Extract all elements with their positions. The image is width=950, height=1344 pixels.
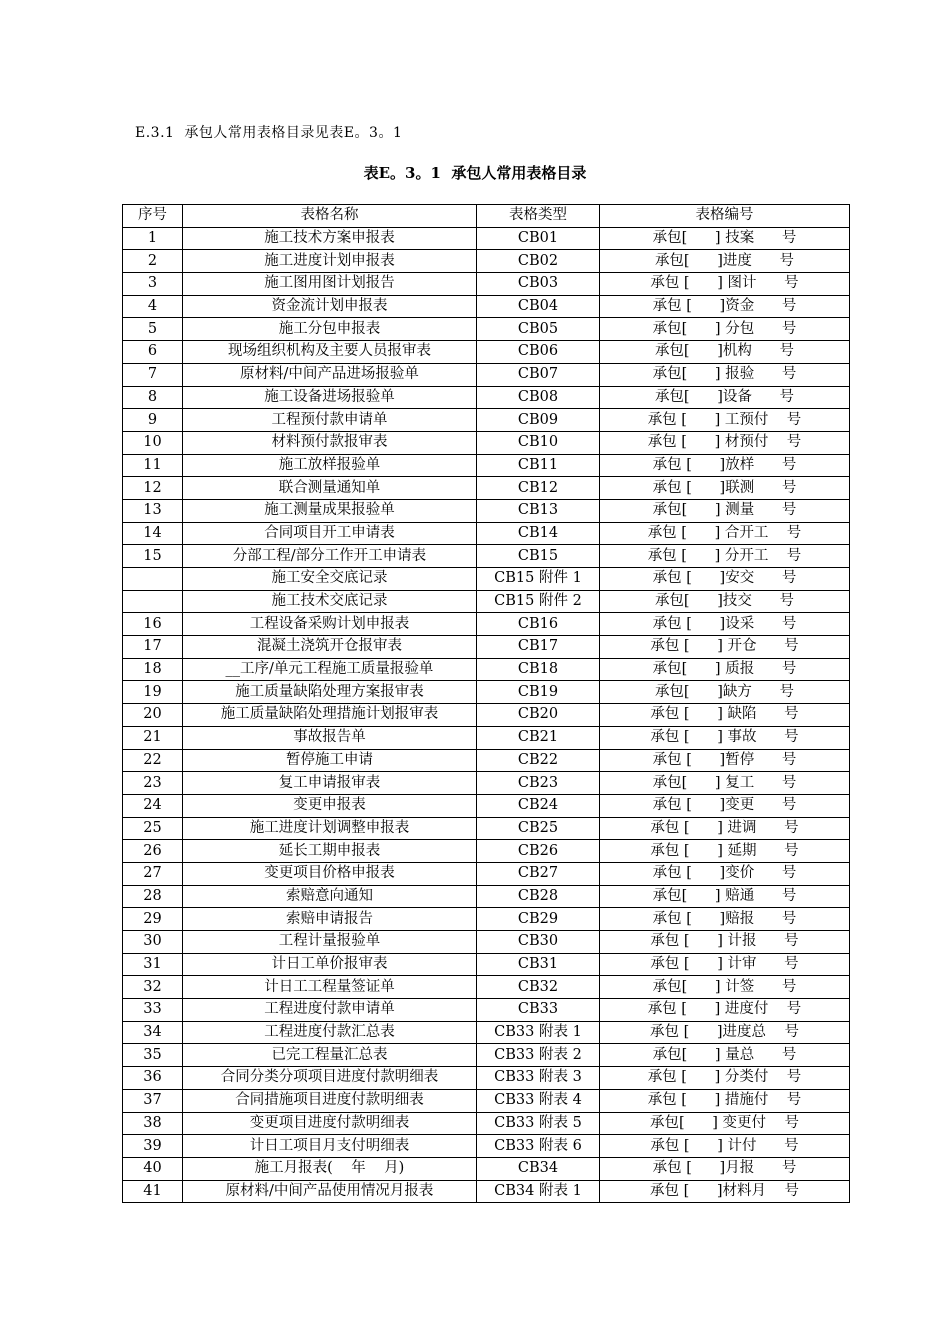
row-form-name: 施工技术交底记录 — [183, 590, 477, 613]
table-row — [123, 386, 850, 409]
table-row — [123, 704, 850, 727]
row-form-name: 变更项目进度付款明细表 — [183, 1112, 477, 1135]
row-index: 4 — [123, 295, 183, 318]
table-row — [123, 477, 850, 500]
table-row — [123, 794, 850, 817]
row-index — [123, 590, 183, 613]
header-form-code: 表格编号 — [600, 205, 850, 228]
table-row — [123, 1021, 850, 1044]
row-form-code: 承包[ ] 技案 号 — [600, 227, 850, 250]
row-form-code: 承包 [ ]联测 号 — [600, 477, 850, 500]
row-form-code: 承包[ ]进度 号 — [600, 250, 850, 273]
row-form-type: CB33 附表 6 — [477, 1135, 600, 1158]
row-form-name: 已完工程量汇总表 — [183, 1044, 477, 1067]
row-form-name: 施工质量缺陷处理方案报审表 — [183, 681, 477, 704]
row-form-code: 承包[ ] 质报 号 — [600, 658, 850, 681]
table-row — [123, 681, 850, 704]
table-row — [123, 227, 850, 250]
row-form-name: 分部工程/部分工作开工申请表 — [183, 545, 477, 568]
row-form-type: CB32 — [477, 976, 600, 999]
row-form-name: 施工放样报验单 — [183, 454, 477, 477]
row-form-code: 承包 [ ] 分开工 号 — [600, 545, 850, 568]
table-row — [123, 1180, 850, 1203]
row-form-name: 合同分类分项项目进度付款明细表 — [183, 1067, 477, 1090]
row-index: 37 — [123, 1089, 183, 1112]
row-form-type: CB23 — [477, 772, 600, 795]
row-form-name: 施工安全交底记录 — [183, 568, 477, 591]
table-row — [123, 976, 850, 999]
row-index: 27 — [123, 862, 183, 885]
row-form-code: 承包 [ ]设采 号 — [600, 613, 850, 636]
table-row — [123, 658, 850, 681]
row-form-name: 施工图用图计划报告 — [183, 273, 477, 296]
row-form-name: 工程计量报验单 — [183, 931, 477, 954]
row-index: 39 — [123, 1135, 183, 1158]
table-row — [123, 1089, 850, 1112]
row-form-type: CB22 — [477, 749, 600, 772]
row-form-type: CB14 — [477, 522, 600, 545]
row-index: 19 — [123, 681, 183, 704]
table-row — [123, 1044, 850, 1067]
row-index: 8 — [123, 386, 183, 409]
row-index: 1 — [123, 227, 183, 250]
row-form-name: 变更项目价格申报表 — [183, 862, 477, 885]
row-form-name: 原材料/中间产品进场报验单 — [183, 363, 477, 386]
row-form-type: CB04 — [477, 295, 600, 318]
row-form-type: CB07 — [477, 363, 600, 386]
row-form-type: CB12 — [477, 477, 600, 500]
row-form-name: 工程进度付款申请单 — [183, 999, 477, 1022]
row-index: 40 — [123, 1157, 183, 1180]
row-form-name: 计日工工程量签证单 — [183, 976, 477, 999]
row-index: 10 — [123, 431, 183, 454]
row-index: 33 — [123, 999, 183, 1022]
header-index: 序号 — [123, 205, 183, 228]
row-index: 21 — [123, 726, 183, 749]
row-form-name: 工程进度付款汇总表 — [183, 1021, 477, 1044]
table-row — [123, 273, 850, 296]
row-form-code: 承包 [ ] 进度付 号 — [600, 999, 850, 1022]
row-index: 28 — [123, 885, 183, 908]
forms-catalog-table — [122, 204, 850, 1203]
table-row — [123, 250, 850, 273]
table-row — [123, 613, 850, 636]
row-form-type: CB05 — [477, 318, 600, 341]
row-form-name: 索赔意向通知 — [183, 885, 477, 908]
row-form-type: CB33 附表 1 — [477, 1021, 600, 1044]
row-form-code: 承包[ ] 变更付 号 — [600, 1112, 850, 1135]
row-index: 3 — [123, 273, 183, 296]
table-row — [123, 522, 850, 545]
row-form-code: 承包 [ ] 计审 号 — [600, 953, 850, 976]
row-form-type: CB15 附件 1 — [477, 568, 600, 591]
row-index: 22 — [123, 749, 183, 772]
table-row — [123, 545, 850, 568]
row-index: 9 — [123, 409, 183, 432]
row-form-name: 工程设备采购计划申报表 — [183, 613, 477, 636]
table-row — [123, 431, 850, 454]
row-form-name: 施工进度计划申报表 — [183, 250, 477, 273]
row-index: 14 — [123, 522, 183, 545]
row-index: 23 — [123, 772, 183, 795]
row-form-name: 原材料/中间产品使用情况月报表 — [183, 1180, 477, 1203]
row-form-name: 索赔申请报告 — [183, 908, 477, 931]
row-form-name: 资金流计划申报表 — [183, 295, 477, 318]
row-form-type: CB29 — [477, 908, 600, 931]
row-form-type: CB19 — [477, 681, 600, 704]
row-form-type: CB06 — [477, 341, 600, 364]
row-form-name: 联合测量通知单 — [183, 477, 477, 500]
table-row — [123, 749, 850, 772]
row-form-code: 承包[ ]技交 号 — [600, 590, 850, 613]
row-form-name: 材料预付款报审表 — [183, 431, 477, 454]
row-form-name: 暂停施工申请 — [183, 749, 477, 772]
row-form-name: 施工设备进场报验单 — [183, 386, 477, 409]
table-row — [123, 363, 850, 386]
row-form-type: CB09 — [477, 409, 600, 432]
row-form-type: CB33 附表 5 — [477, 1112, 600, 1135]
row-form-type: CB26 — [477, 840, 600, 863]
header-form-type: 表格类型 — [477, 205, 600, 228]
table-row — [123, 636, 850, 659]
row-form-code: 承包 [ ] 措施付 号 — [600, 1089, 850, 1112]
section-intro: E.3.1 承包人常用表格目录见表E。3。1 — [135, 125, 403, 141]
row-form-code: 承包 [ ] 工预付 号 — [600, 409, 850, 432]
row-form-type: CB15 — [477, 545, 600, 568]
row-form-type: CB25 — [477, 817, 600, 840]
row-form-code: 承包 [ ] 分类付 号 — [600, 1067, 850, 1090]
row-index: 7 — [123, 363, 183, 386]
row-form-name: __工序/单元工程施工质量报验单 — [183, 658, 477, 681]
row-index: 16 — [123, 613, 183, 636]
table-row — [123, 409, 850, 432]
row-form-code: 承包[ ] 测量 号 — [600, 499, 850, 522]
row-form-type: CB17 — [477, 636, 600, 659]
row-index: 20 — [123, 704, 183, 727]
row-form-name: 合同措施项目进度付款明细表 — [183, 1089, 477, 1112]
row-index: 41 — [123, 1180, 183, 1203]
row-form-code: 承包 [ ]安交 号 — [600, 568, 850, 591]
row-index: 24 — [123, 794, 183, 817]
row-form-type: CB01 — [477, 227, 600, 250]
table-row — [123, 999, 850, 1022]
row-form-code: 承包 [ ] 图计 号 — [600, 273, 850, 296]
row-index — [123, 568, 183, 591]
table-row — [123, 817, 850, 840]
table-row — [123, 341, 850, 364]
row-index: 36 — [123, 1067, 183, 1090]
row-form-name: 施工技术方案申报表 — [183, 227, 477, 250]
row-index: 15 — [123, 545, 183, 568]
row-form-name: 施工分包申报表 — [183, 318, 477, 341]
row-form-code: 承包[ ]机构 号 — [600, 341, 850, 364]
row-form-code: 承包 [ ]资金 号 — [600, 295, 850, 318]
row-form-type: CB34 附表 1 — [477, 1180, 600, 1203]
row-index: 18 — [123, 658, 183, 681]
row-index: 26 — [123, 840, 183, 863]
row-index: 2 — [123, 250, 183, 273]
row-form-code: 承包[ ] 量总 号 — [600, 1044, 850, 1067]
row-index: 30 — [123, 931, 183, 954]
table-row — [123, 295, 850, 318]
row-form-name: 施工月报表( 年 月) — [183, 1157, 477, 1180]
row-form-code: 承包 [ ] 计付 号 — [600, 1135, 850, 1158]
row-index: 5 — [123, 318, 183, 341]
row-index: 29 — [123, 908, 183, 931]
row-form-name: 事故报告单 — [183, 726, 477, 749]
table-row — [123, 318, 850, 341]
row-form-type: CB08 — [477, 386, 600, 409]
table-row — [123, 1135, 850, 1158]
row-form-name: 合同项目开工申请表 — [183, 522, 477, 545]
table-row — [123, 953, 850, 976]
row-form-type: CB21 — [477, 726, 600, 749]
row-form-type: CB10 — [477, 431, 600, 454]
row-form-type: CB33 附表 4 — [477, 1089, 600, 1112]
row-form-name: 施工测量成果报验单 — [183, 499, 477, 522]
row-form-name: 施工质量缺陷处理措施计划报审表 — [183, 704, 477, 727]
row-form-name: 计日工单价报审表 — [183, 953, 477, 976]
row-form-name: 延长工期申报表 — [183, 840, 477, 863]
row-index: 17 — [123, 636, 183, 659]
header-form-name: 表格名称 — [183, 205, 477, 228]
row-form-code: 承包 [ ] 合开工 号 — [600, 522, 850, 545]
row-form-code: 承包 [ ] 材预付 号 — [600, 431, 850, 454]
row-form-name: 变更申报表 — [183, 794, 477, 817]
row-form-name: 复工申请报审表 — [183, 772, 477, 795]
row-form-code: 承包 [ ]放样 号 — [600, 454, 850, 477]
row-index: 13 — [123, 499, 183, 522]
table-row — [123, 840, 850, 863]
row-form-code: 承包 [ ]进度总 号 — [600, 1021, 850, 1044]
row-form-name: 工程预付款申请单 — [183, 409, 477, 432]
table-row — [123, 726, 850, 749]
table-caption: 表E。3。1 承包人常用表格目录 — [363, 164, 587, 182]
row-form-code: 承包 [ ]月报 号 — [600, 1157, 850, 1180]
row-form-code: 承包 [ ]赔报 号 — [600, 908, 850, 931]
row-form-code: 承包 [ ] 事故 号 — [600, 726, 850, 749]
row-form-type: CB31 — [477, 953, 600, 976]
table-row — [123, 499, 850, 522]
table-row — [123, 908, 850, 931]
row-form-code: 承包[ ]缺方 号 — [600, 681, 850, 704]
row-form-type: CB33 — [477, 999, 600, 1022]
row-form-type: CB33 附表 3 — [477, 1067, 600, 1090]
table-row — [123, 1112, 850, 1135]
row-form-type: CB15 附件 2 — [477, 590, 600, 613]
row-form-name: 施工进度计划调整申报表 — [183, 817, 477, 840]
row-form-code: 承包 [ ] 开仓 号 — [600, 636, 850, 659]
table-row — [123, 454, 850, 477]
row-form-type: CB27 — [477, 862, 600, 885]
row-form-code: 承包 [ ]变价 号 — [600, 862, 850, 885]
row-form-type: CB03 — [477, 273, 600, 296]
row-form-type: CB20 — [477, 704, 600, 727]
table-row — [123, 1067, 850, 1090]
row-form-type: CB24 — [477, 794, 600, 817]
row-index: 32 — [123, 976, 183, 999]
row-index: 12 — [123, 477, 183, 500]
row-form-type: CB34 — [477, 1157, 600, 1180]
row-form-name: 现场组织机构及主要人员报审表 — [183, 341, 477, 364]
table-row — [123, 885, 850, 908]
table-row — [123, 568, 850, 591]
row-form-type: CB33 附表 2 — [477, 1044, 600, 1067]
table-row — [123, 1157, 850, 1180]
row-form-code: 承包 [ ] 计报 号 — [600, 931, 850, 954]
table-row — [123, 590, 850, 613]
row-index: 25 — [123, 817, 183, 840]
row-index: 38 — [123, 1112, 183, 1135]
row-form-code: 承包[ ] 分包 号 — [600, 318, 850, 341]
row-form-type: CB11 — [477, 454, 600, 477]
row-form-code: 承包 [ ]材料月 号 — [600, 1180, 850, 1203]
row-form-code: 承包[ ] 计签 号 — [600, 976, 850, 999]
row-index: 11 — [123, 454, 183, 477]
row-form-code: 承包[ ] 复工 号 — [600, 772, 850, 795]
row-form-code: 承包 [ ] 延期 号 — [600, 840, 850, 863]
row-form-type: CB02 — [477, 250, 600, 273]
row-form-type: CB30 — [477, 931, 600, 954]
row-form-code: 承包[ ]设备 号 — [600, 386, 850, 409]
row-form-type: CB28 — [477, 885, 600, 908]
row-index: 6 — [123, 341, 183, 364]
row-form-code: 承包 [ ] 缺陷 号 — [600, 704, 850, 727]
row-form-code: 承包 [ ]暂停 号 — [600, 749, 850, 772]
table-row — [123, 862, 850, 885]
table-row — [123, 772, 850, 795]
row-index: 31 — [123, 953, 183, 976]
row-form-type: CB16 — [477, 613, 600, 636]
table-header-row — [123, 205, 850, 228]
row-index: 34 — [123, 1021, 183, 1044]
row-form-name: 计日工项目月支付明细表 — [183, 1135, 477, 1158]
table-row — [123, 931, 850, 954]
row-form-name: 混凝土浇筑开仓报审表 — [183, 636, 477, 659]
row-form-type: CB13 — [477, 499, 600, 522]
row-form-code: 承包 [ ]变更 号 — [600, 794, 850, 817]
row-form-code: 承包[ ] 报验 号 — [600, 363, 850, 386]
row-form-type: CB18 — [477, 658, 600, 681]
row-index: 35 — [123, 1044, 183, 1067]
row-form-code: 承包[ ] 赔通 号 — [600, 885, 850, 908]
row-form-code: 承包 [ ] 进调 号 — [600, 817, 850, 840]
